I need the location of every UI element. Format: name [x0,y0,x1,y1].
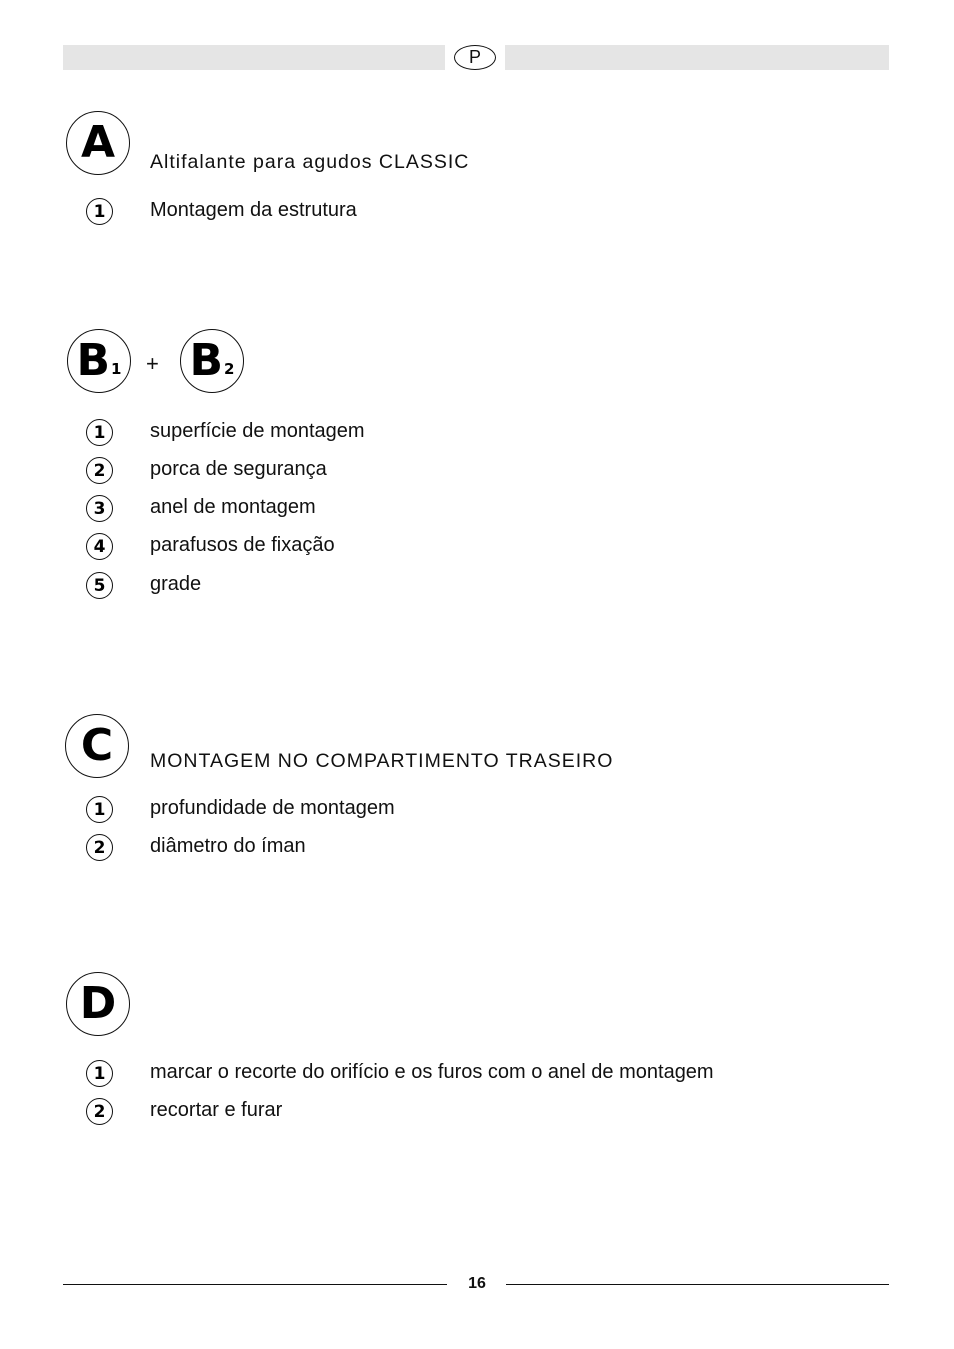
item-number-badge: 4 [86,533,113,560]
section-a-badge [66,111,130,175]
item-label: diâmetro do íman [150,835,306,857]
section-c-letter: C [80,720,114,771]
section-b1-letter: B [76,335,111,386]
plus-sign: + [146,351,159,376]
section-c-badge [65,714,129,778]
section-d-letter: D [79,978,117,1029]
section-a-title: Altifalante para agudos CLASSIC [150,151,470,173]
section-a-letter: A [80,117,116,168]
item-number-badge: 2 [86,834,113,861]
section-b2-subscript: 2 [224,360,235,378]
item-number-badge: 1 [86,198,113,225]
item-label: anel de montagem [150,496,316,518]
item-label: parafusos de fixação [150,534,335,556]
item-number-badge: 1 [86,796,113,823]
item-label: grade [150,573,202,595]
page-number: 16 [468,1275,486,1292]
item-label: profundidade de montagem [150,797,395,819]
language-code: P [454,45,496,70]
item-number-badge: 3 [86,495,113,522]
language-badge [445,41,505,75]
section-c-title: MONTAGEM NO COMPARTIMENTO TRASEIRO [150,750,614,772]
item-number-badge: 2 [86,1098,113,1125]
item-label: marcar o recorte do orifício e os furos com o anel de montagem [150,1061,714,1083]
item-number-badge: 5 [86,572,113,599]
section-b2-badge [180,329,244,393]
item-label: porca de segurança [150,458,327,480]
item-number-badge: 2 [86,457,113,484]
item-number-badge: 1 [86,419,113,446]
section-d-badge [66,972,130,1036]
item-label: Montagem da estrutura [150,199,357,221]
item-label: superfície de montagem [150,420,365,442]
footer-rule-left [63,1284,447,1285]
item-label: recortar e furar [150,1099,283,1121]
footer-rule-right [506,1284,889,1285]
section-b2-letter: B [189,335,224,386]
section-b1-subscript: 1 [111,360,122,378]
item-number-badge: 1 [86,1060,113,1087]
section-b1-badge [67,329,131,393]
